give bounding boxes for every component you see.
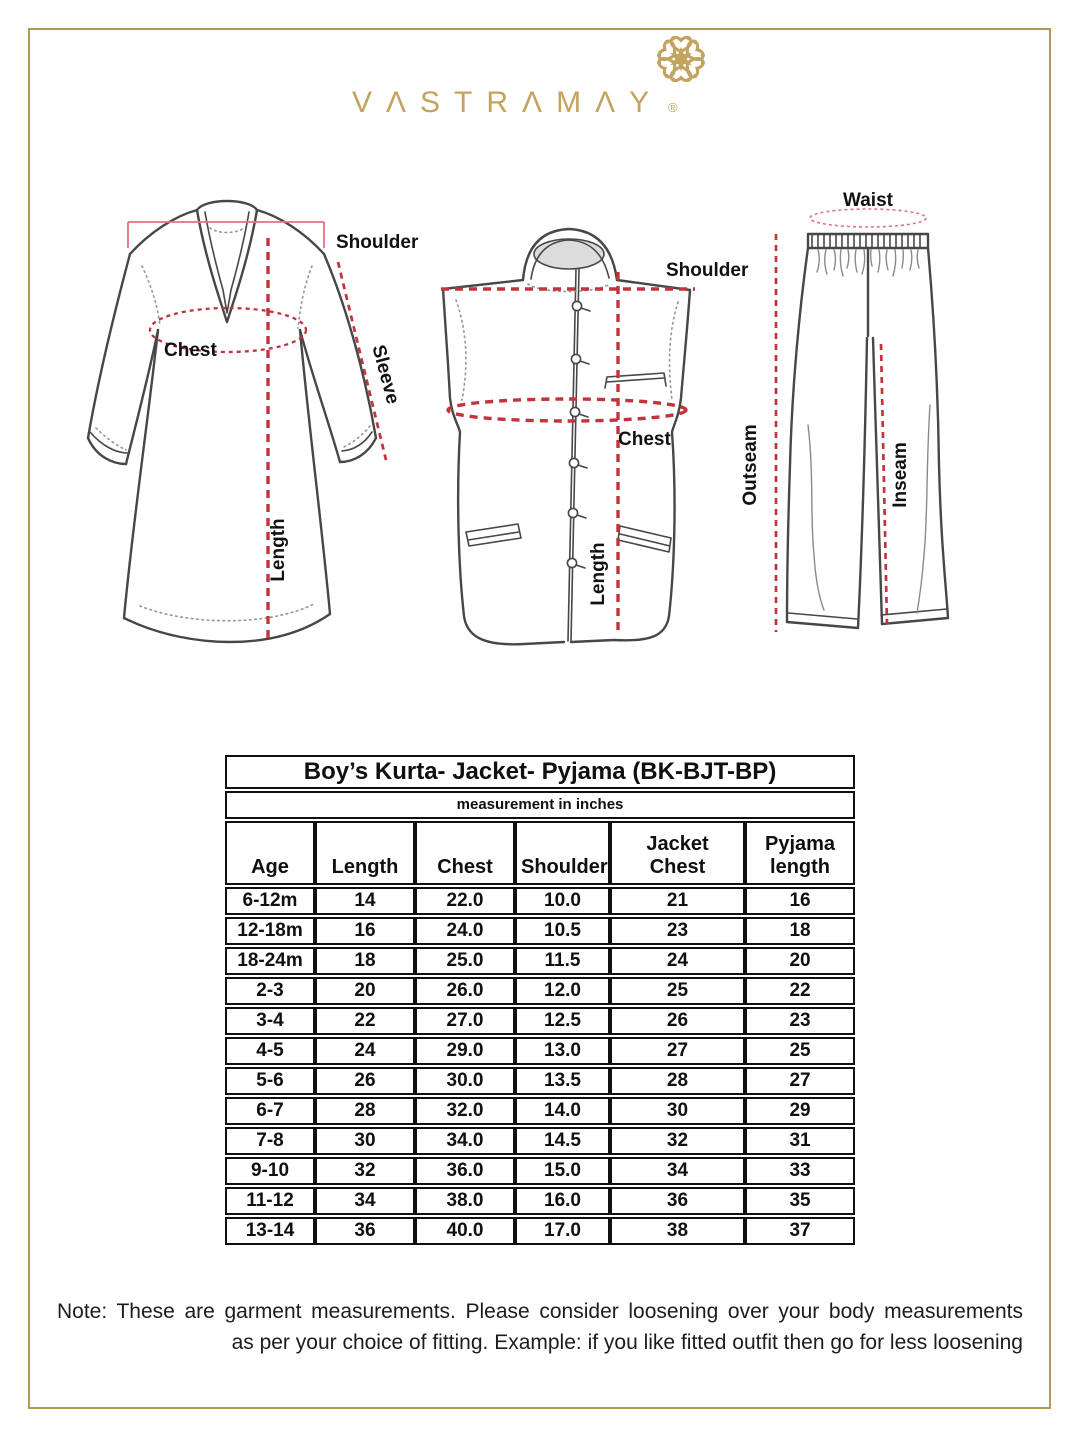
size-cell: 11.5 [515,947,610,975]
age-cell: 4-5 [225,1037,315,1065]
size-cell: 32.0 [415,1097,515,1125]
size-cell: 26 [610,1007,745,1035]
table-row [225,1157,855,1185]
column-header-shoulder: Shoulder [515,821,610,885]
kurta-diagram [60,170,420,730]
size-cell: 27 [610,1037,745,1065]
table-title-row [225,755,855,789]
table-row [225,1097,855,1125]
mandala-flower-icon [650,28,712,90]
size-cell: 34 [610,1157,745,1185]
size-cell: 16 [315,917,415,945]
size-cell: 36 [315,1217,415,1245]
size-cell: 32 [610,1127,745,1155]
size-cell: 34.0 [415,1127,515,1155]
size-cell: 20 [315,977,415,1005]
table-row [225,1067,855,1095]
size-cell: 10.0 [515,887,610,915]
size-cell: 22.0 [415,887,515,915]
age-cell: 9-10 [225,1157,315,1185]
age-cell: 11-12 [225,1187,315,1215]
size-cell: 38 [610,1217,745,1245]
size-cell: 40.0 [415,1217,515,1245]
size-cell: 10.5 [515,917,610,945]
registered-mark-icon: ® [668,100,678,115]
note [57,1296,1023,1358]
pyjama-outseam-label: Outseam [740,424,761,506]
age-cell: 18-24m [225,947,315,975]
size-cell: 14.0 [515,1097,610,1125]
size-cell: 13.0 [515,1037,610,1065]
jacket-length-label: Length [588,542,609,606]
size-table-header-row [225,821,855,885]
size-cell: 30 [610,1097,745,1125]
size-cell: 14.5 [515,1127,610,1155]
size-cell: 24.0 [415,917,515,945]
size-cell: 28 [610,1067,745,1095]
size-cell: 23 [610,917,745,945]
brand-logo-text: VΛSTRΛMΛY [352,86,664,119]
age-cell: 5-6 [225,1067,315,1095]
size-cell: 30.0 [415,1067,515,1095]
kurta-sleeve-label: Sleeve [367,342,404,407]
size-cell: 29.0 [415,1037,515,1065]
table-subtitle-row [225,791,855,819]
size-cell: 22 [745,977,855,1005]
note-line-1: Note: These are garment measurements. Please consider loosening over your body measurements [57,1300,1023,1323]
age-cell: 6-7 [225,1097,315,1125]
jacket-chest-label: Chest [618,429,671,450]
column-header-jacket-chest: Jacket Chest [610,821,745,885]
age-cell: 12-18m [225,917,315,945]
size-cell: 24 [610,947,745,975]
table-row [225,1217,855,1245]
table-row [225,887,855,915]
size-cell: 38.0 [415,1187,515,1215]
column-header-pyjama-length: Pyjama length [745,821,855,885]
age-cell: 2-3 [225,977,315,1005]
column-header-age: Age [225,821,315,885]
table-subtitle: measurement in inches [225,791,855,819]
age-cell: 7-8 [225,1127,315,1155]
age-cell: 13-14 [225,1217,315,1245]
pyjama-inseam-label: Inseam [890,442,911,508]
size-cell: 16.0 [515,1187,610,1215]
size-cell: 27 [745,1067,855,1095]
size-table [225,753,855,1247]
size-cell: 13.5 [515,1067,610,1095]
size-cell: 22 [315,1007,415,1035]
size-cell: 15.0 [515,1157,610,1185]
table-row [225,1127,855,1155]
size-cell: 18 [315,947,415,975]
size-cell: 35 [745,1187,855,1215]
size-cell: 25 [610,977,745,1005]
table-title: Boy’s Kurta- Jacket- Pyjama (BK-BJT-BP) [225,755,855,789]
pyjama-waist-label: Waist [843,190,893,211]
kurta-shoulder-label: Shoulder [336,232,419,253]
size-cell: 32 [315,1157,415,1185]
size-cell: 17.0 [515,1217,610,1245]
table-row [225,1007,855,1035]
age-cell: 6-12m [225,887,315,915]
size-cell: 37 [745,1217,855,1245]
table-row [225,977,855,1005]
size-cell: 24 [315,1037,415,1065]
size-cell: 31 [745,1127,855,1155]
size-cell: 34 [315,1187,415,1215]
size-cell: 26.0 [415,977,515,1005]
size-cell: 20 [745,947,855,975]
size-cell: 29 [745,1097,855,1125]
size-cell: 21 [610,887,745,915]
size-cell: 36.0 [415,1157,515,1185]
size-cell: 25 [745,1037,855,1065]
size-cell: 25.0 [415,947,515,975]
size-cell: 18 [745,917,855,945]
size-cell: 12.0 [515,977,610,1005]
note-line-2: as per your choice of fitting. Example: if you like fitted outfit then go for less loosening [231,1331,1023,1354]
table-row [225,947,855,975]
column-header-chest: Chest [415,821,515,885]
table-row [225,1037,855,1065]
column-header-length: Length [315,821,415,885]
size-cell: 23 [745,1007,855,1035]
size-table-body [225,755,855,1245]
size-cell: 28 [315,1097,415,1125]
pyjama-diagram [740,160,1055,735]
size-cell: 30 [315,1127,415,1155]
size-cell: 36 [610,1187,745,1215]
size-cell: 27.0 [415,1007,515,1035]
size-cell: 14 [315,887,415,915]
size-cell: 26 [315,1067,415,1095]
table-row [225,917,855,945]
size-cell: 33 [745,1157,855,1185]
age-cell: 3-4 [225,1007,315,1035]
table-row [225,1187,855,1215]
kurta-chest-label: Chest [164,340,217,361]
kurta-length-label: Length [268,518,289,582]
size-cell: 16 [745,887,855,915]
jacket-shoulder-label: Shoulder [666,260,749,281]
size-cell: 12.5 [515,1007,610,1035]
